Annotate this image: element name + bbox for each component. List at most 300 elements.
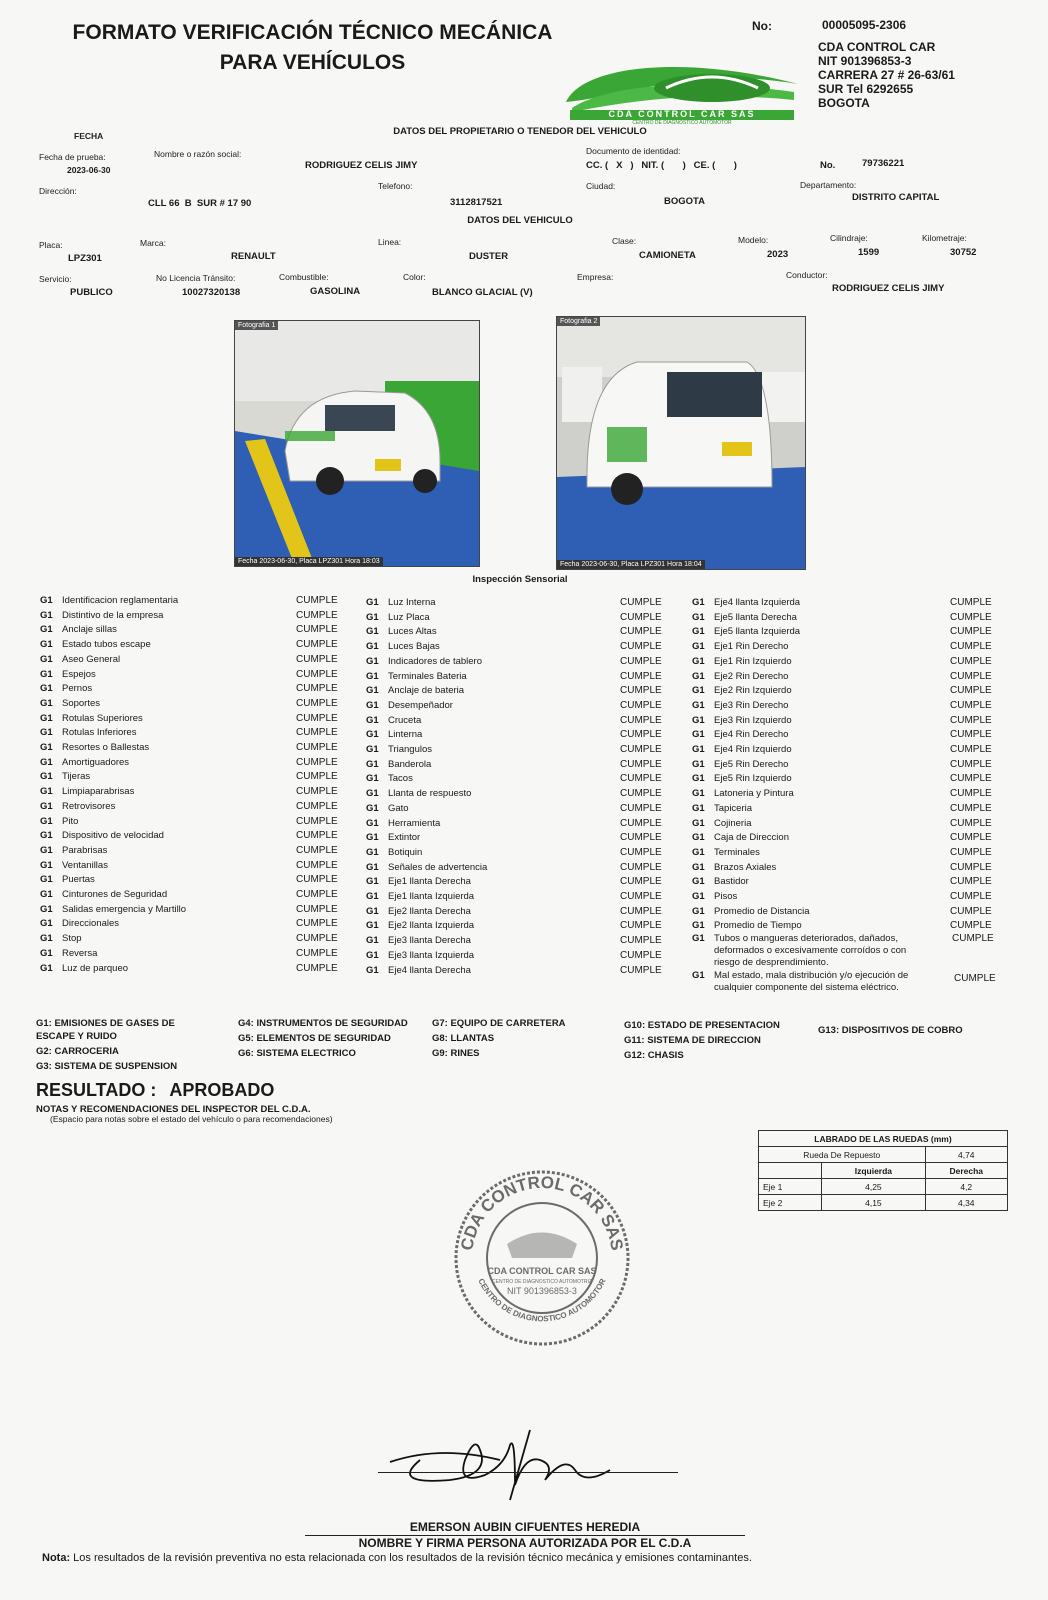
inspection-row (692, 803, 1010, 818)
item-name: Rotulas Inferiores (62, 727, 137, 739)
vehicle-photo-2 (556, 316, 806, 570)
item-status: CUMPLE (620, 685, 662, 697)
item-status: CUMPLE (954, 973, 996, 984)
item-group: G1 (366, 832, 379, 844)
item-status: CUMPLE (620, 744, 662, 755)
item-name: Gato (388, 802, 409, 814)
item-group: G1 (40, 962, 53, 974)
inspection-row (692, 847, 1010, 862)
item-group: G1 (40, 624, 53, 636)
item-status: CUMPLE (950, 758, 992, 770)
inspection-row (40, 889, 356, 904)
item-group: G1 (40, 889, 53, 900)
item-name: Eje5 llanta Izquierda (714, 626, 801, 638)
item-status: CUMPLE (950, 861, 992, 873)
item-group: G1 (40, 609, 53, 621)
item-group: G1 (366, 597, 379, 608)
inspection-row (40, 669, 356, 684)
group-legend-5 (818, 1024, 963, 1037)
item-line: deformados o excesivamente corroídos o con (714, 945, 907, 956)
inspection-item-tubos (692, 933, 906, 969)
item-status: CUMPLE (296, 771, 338, 783)
result-label: RESULTADO : (36, 1080, 157, 1100)
item-name: Eje5 Rin Derecho (714, 758, 789, 770)
item-status: CUMPLE (950, 729, 992, 741)
item-group: G1 (692, 891, 705, 902)
item-name: Identificacion reglamentaria (62, 595, 179, 606)
item-group: G1 (692, 758, 705, 770)
item-name: Luces Altas (388, 626, 437, 638)
inspection-row (40, 624, 356, 639)
item-group: G1 (366, 670, 379, 682)
item-name: Eje2 llanta Derecha (388, 905, 471, 917)
item-name: Promedio de Distancia (714, 905, 810, 917)
inspection-row (366, 612, 680, 627)
item-name: Caja de Direccion (714, 832, 789, 844)
item-group: G1 (692, 699, 705, 711)
item-name: Eje4 Rin Derecho (714, 729, 789, 741)
item-group: G1 (366, 846, 379, 858)
item-status: CUMPLE (296, 712, 338, 724)
item-group: G1 (692, 846, 705, 858)
item-name: Eje2 llanta Izquierda (388, 920, 475, 932)
marca: RENAULT (231, 251, 276, 262)
inspection-row (40, 639, 356, 654)
spare-label: Rueda De Repuesto (759, 1147, 926, 1163)
item-group: G1 (40, 800, 53, 812)
color-label: Color: (403, 272, 426, 282)
inspection-row (692, 671, 1010, 686)
item-name: Tijeras (62, 771, 91, 783)
item-status: CUMPLE (296, 903, 338, 915)
item-name: Extintor (388, 832, 421, 844)
item-name: Indicadores de tablero (388, 655, 483, 667)
right-value: 4,34 (925, 1195, 1007, 1211)
item-group: G1 (40, 653, 53, 665)
item-name: Eje4 llanta Derecha (388, 964, 471, 976)
item-group: G1 (40, 859, 53, 871)
inspection-row (40, 845, 356, 860)
item-name: Retrovisores (62, 800, 116, 812)
item-status: CUMPLE (620, 641, 662, 653)
result-value: APROBADO (169, 1080, 275, 1100)
item-group: G1 (692, 714, 705, 726)
item-group: G1 (40, 844, 53, 856)
item-status: CUMPLE (296, 786, 338, 798)
item-group: G1 (366, 920, 379, 932)
inspection-row (692, 876, 1010, 891)
photo-2-footer: Fecha 2023-06-30, Placa LPZ301 Hora 18:04 (557, 560, 705, 569)
company-info (818, 40, 955, 110)
item-name: Terminales Bateria (388, 670, 467, 682)
item-group: G1 (366, 817, 379, 829)
form-title-line1: FORMATO VERIFICACIÓN TÉCNICO MECÁNICA (72, 21, 553, 44)
item-status: CUMPLE (296, 800, 338, 812)
item-name: Linterna (388, 729, 423, 741)
signature (380, 1420, 680, 1510)
legend-item: G13: DISPOSITIVOS DE COBRO (818, 1025, 963, 1036)
result (36, 1080, 274, 1101)
inspection-row (40, 786, 356, 801)
inspection-row (692, 744, 1010, 759)
item-group: G1 (692, 970, 705, 981)
item-status: CUMPLE (620, 788, 662, 800)
inspection-row (40, 683, 356, 698)
item-status: CUMPLE (952, 933, 994, 944)
item-name: Pisos (714, 891, 738, 902)
item-name: Eje4 llanta Izquierda (714, 597, 801, 608)
fecha-prueba-label: Fecha de prueba: (39, 152, 106, 162)
item-group: G1 (692, 626, 705, 638)
item-name: Triangulos (388, 744, 433, 755)
inspection-row (692, 597, 1010, 612)
inspection-row (366, 950, 680, 965)
inspection-row (692, 612, 1010, 627)
axle-label: Eje 2 (759, 1195, 822, 1211)
item-status: CUMPLE (950, 788, 992, 800)
item-status: CUMPLE (620, 876, 662, 888)
legend-item: G2: CARROCERIA (36, 1046, 119, 1057)
servicio-label: Servicio: (39, 274, 72, 284)
inspection-row (366, 626, 680, 641)
inspection-row (692, 891, 1010, 906)
inspection-row (40, 742, 356, 757)
item-group: G1 (692, 685, 705, 697)
item-group: G1 (366, 876, 379, 888)
item-status: CUMPLE (620, 699, 662, 711)
cilindraje: 1599 (858, 247, 880, 258)
item-group: G1 (40, 830, 53, 842)
item-status: CUMPLE (950, 655, 992, 667)
item-status: CUMPLE (620, 670, 662, 682)
signature-line (378, 1472, 678, 1473)
combustible-label: Combustible: (279, 272, 329, 282)
inspection-row (692, 656, 1010, 671)
legend-item: G6: SISTEMA ELECTRICO (238, 1048, 356, 1059)
item-name: Eje3 llanta Derecha (388, 935, 471, 947)
item-name: Parabrisas (62, 844, 108, 856)
item-group: G1 (366, 935, 379, 947)
group-legend-2 (238, 1016, 408, 1061)
item-group: G1 (692, 832, 705, 844)
item-group: G1 (366, 949, 379, 961)
inspection-row (366, 641, 680, 656)
item-group: G1 (692, 802, 705, 814)
item-group: G1 (40, 815, 53, 827)
photo-1-caption: Fotografia 1 (235, 321, 278, 330)
inspection-row (366, 788, 680, 803)
inspection-row (40, 933, 356, 948)
item-name: Dispositivo de velocidad (62, 830, 164, 842)
company-address: CARRERA 27 # 26-63/61 (818, 68, 955, 82)
inspection-row (40, 771, 356, 786)
item-status: CUMPLE (950, 744, 992, 755)
company-nit: NIT 901396853-3 (818, 54, 912, 68)
item-group: G1 (40, 639, 53, 651)
item-group: G1 (692, 611, 705, 623)
item-group: G1 (40, 903, 53, 915)
item-name: Terminales (714, 846, 760, 858)
item-group: G1 (40, 712, 53, 724)
photo-2-caption: Fotografia 2 (557, 317, 600, 326)
item-group: G1 (366, 655, 379, 667)
inspection-row (40, 713, 356, 728)
item-name: Resortes o Ballestas (62, 742, 150, 753)
fecha-prueba: 2023-06-30 (67, 165, 111, 175)
group-legend-3 (432, 1016, 566, 1061)
item-status: CUMPLE (296, 844, 338, 856)
cda-logo (562, 58, 802, 124)
notes-title: NOTAS Y RECOMENDACIONES DEL INSPECTOR DEL C.D.A. (36, 1104, 311, 1115)
placa: LPZ301 (68, 253, 102, 264)
item-group: G1 (692, 920, 705, 932)
item-group: G1 (366, 758, 379, 770)
item-status: CUMPLE (296, 874, 338, 886)
item-status: CUMPLE (620, 891, 662, 902)
footer-note-text: Los resultados de la revisión preventiva no esta relacionada con los resultados de la revisión técnico mecánica y emisiones contaminantes. (73, 1552, 752, 1564)
signer-name: EMERSON AUBIN CIFUENTES HEREDIA (409, 1520, 641, 1534)
item-group: G1 (40, 786, 53, 798)
linea-label: Linea: (378, 237, 402, 247)
item-name: Eje1 llanta Izquierda (388, 891, 475, 902)
item-status: CUMPLE (620, 846, 662, 858)
inspection-row (692, 862, 1010, 877)
item-status: CUMPLE (296, 697, 338, 709)
inspection-row (366, 671, 680, 686)
item-status: CUMPLE (950, 641, 992, 653)
inspection-row (40, 948, 356, 963)
inspection-row (366, 818, 680, 833)
kilometraje-label: Kilometraje: (922, 233, 967, 243)
item-name: Aseo General (62, 653, 121, 665)
form-number-label: No: (752, 19, 772, 33)
licencia-label: No Licencia Tránsito: (156, 273, 236, 283)
item-name: Ventanillas (62, 859, 108, 871)
item-group: G1 (366, 773, 379, 785)
inspection-row (40, 904, 356, 919)
inspection-row (692, 818, 1010, 833)
inspection-row (366, 597, 680, 612)
item-name: Eje5 llanta Derecha (714, 611, 797, 623)
item-status: CUMPLE (296, 947, 338, 959)
item-status: CUMPLE (950, 891, 992, 902)
item-status: CUMPLE (296, 668, 338, 680)
documento-no-label: No. (820, 160, 836, 171)
item-status: CUMPLE (950, 802, 992, 814)
item-group: G1 (40, 742, 53, 753)
item-group: G1 (366, 905, 379, 917)
item-status: CUMPLE (950, 846, 992, 858)
car-rear-image (557, 317, 805, 569)
empresa-label: Empresa: (577, 272, 614, 282)
right-value: 4,2 (925, 1179, 1007, 1195)
form-title-line2: PARA VEHÍCULOS (219, 51, 406, 74)
item-group: G1 (366, 714, 379, 726)
telefono: 3112817521 (450, 197, 503, 208)
cilindraje-label: Cilindraje: (830, 233, 868, 243)
item-name: Herramienta (388, 817, 441, 829)
inspection-row (40, 610, 356, 625)
vehicle-section-title: DATOS DEL VEHICULO (467, 215, 573, 226)
item-status: CUMPLE (620, 861, 662, 873)
inspection-row (366, 832, 680, 847)
inspection-row (692, 626, 1010, 641)
right-label: Derecha (925, 1163, 1007, 1179)
tread-depth-table (758, 1130, 1008, 1211)
item-group: G1 (40, 595, 53, 606)
item-name: Pernos (62, 683, 93, 695)
inspection-row (40, 698, 356, 713)
left-value: 4,25 (822, 1179, 925, 1195)
item-status: CUMPLE (296, 962, 338, 974)
item-status: CUMPLE (296, 742, 338, 753)
servicio: PUBLICO (70, 287, 113, 298)
item-name: Botiquin (388, 846, 423, 858)
item-status: CUMPLE (296, 653, 338, 665)
item-name: Luz de parqueo (62, 962, 129, 974)
nombre: RODRIGUEZ CELIS JIMY (305, 160, 418, 171)
legend-item: ESCAPE Y RUIDO (36, 1031, 117, 1042)
item-group: G1 (692, 933, 705, 944)
item-status: CUMPLE (620, 758, 662, 770)
footer-note (42, 1552, 1012, 1564)
item-group: G1 (692, 729, 705, 741)
item-status: CUMPLE (296, 918, 338, 930)
item-status: CUMPLE (620, 935, 662, 947)
item-line: Tubos o mangueras deteriorados, dañados, (714, 933, 898, 944)
item-name: Luz Interna (388, 597, 436, 608)
documento-no: 79736221 (862, 158, 905, 169)
item-group: G1 (692, 905, 705, 917)
item-name: Eje2 Rin Derecho (714, 670, 789, 682)
table-row (759, 1195, 1008, 1211)
documento-tipos: CC. ( X ) NIT. ( ) CE. ( ) (586, 160, 737, 171)
item-status: CUMPLE (950, 626, 992, 638)
inspection-row (692, 788, 1010, 803)
legend-item: G10: ESTADO DE PRESENTACION (624, 1020, 780, 1031)
item-status: CUMPLE (950, 714, 992, 726)
item-group: G1 (366, 699, 379, 711)
legend-item: G4: INSTRUMENTOS DE SEGURIDAD (238, 1018, 408, 1029)
item-status: CUMPLE (950, 611, 992, 623)
item-status: CUMPLE (296, 639, 338, 651)
car-front-image (235, 321, 479, 566)
fecha-label: FECHA (74, 131, 104, 141)
item-line: Mal estado, mala distribución y/o ejecución de (714, 970, 909, 981)
marca-label: Marca: (140, 238, 166, 248)
logo-text: CDA CONTROL CAR SAS (608, 109, 756, 119)
item-name: Rotulas Superiores (62, 712, 143, 724)
item-name: Banderola (388, 758, 432, 770)
company-phone: SUR Tel 6292655 (818, 82, 914, 96)
legend-item: G3: SISTEMA DE SUSPENSION (36, 1061, 178, 1072)
inspection-row (40, 860, 356, 875)
item-status: CUMPLE (296, 889, 338, 900)
item-name: Latoneria y Pintura (714, 788, 794, 800)
direccion: CLL 66 B SUR # 17 90 (148, 198, 252, 209)
item-name: Brazos Axiales (714, 861, 777, 873)
item-name: Llanta de respuesto (388, 788, 472, 800)
form-title (40, 18, 585, 78)
modelo: 2023 (767, 249, 789, 260)
item-status: CUMPLE (950, 597, 992, 608)
item-name: Reversa (62, 947, 98, 959)
departamento-label: Departamento: (800, 180, 857, 190)
item-group: G1 (40, 697, 53, 709)
item-name: Cojineria (714, 817, 752, 829)
inspection-row (366, 744, 680, 759)
logo-subtext: CENTRO DE DIAGNOSTICO AUTOMOTOR (632, 120, 732, 126)
item-status: CUMPLE (950, 920, 992, 932)
signature-caption: NOMBRE Y FIRMA PERSONA AUTORIZADA POR EL C.D.A (358, 1536, 692, 1550)
item-group: G1 (692, 655, 705, 667)
inspection-row (692, 641, 1010, 656)
item-name: Eje3 Rin Izquierdo (714, 714, 792, 726)
item-status: CUMPLE (620, 920, 662, 932)
inspection-row (40, 727, 356, 742)
clase-label: Clase: (612, 236, 637, 246)
modelo-label: Modelo: (738, 235, 769, 245)
inspection-row (692, 700, 1010, 715)
item-status: CUMPLE (620, 773, 662, 785)
item-status: CUMPLE (950, 876, 992, 888)
item-group: G1 (40, 918, 53, 930)
table-row (759, 1179, 1008, 1195)
item-status: CUMPLE (950, 817, 992, 829)
item-group: G1 (692, 597, 705, 608)
kilometraje: 30752 (950, 247, 977, 258)
item-status: CUMPLE (620, 729, 662, 741)
inspection-row (366, 906, 680, 921)
item-name: Anclaje de bateria (388, 685, 465, 697)
inspection-row (366, 729, 680, 744)
stamp-seal (452, 1166, 632, 1346)
inspection-row (692, 832, 1010, 847)
item-line: cualquier componente del sistema eléctrico. (714, 982, 899, 993)
item-group: G1 (692, 876, 705, 888)
inspection-row (366, 803, 680, 818)
item-group: G1 (366, 964, 379, 976)
inspection-row (366, 862, 680, 877)
item-name: Stop (62, 933, 82, 945)
item-status: CUMPLE (296, 595, 338, 606)
item-name: Señales de advertencia (388, 861, 488, 873)
item-group: G1 (366, 788, 379, 800)
inspection-row (692, 729, 1010, 744)
legend-item: G11: SISTEMA DE DIRECCION (624, 1035, 761, 1046)
inspection-row (366, 656, 680, 671)
item-group: G1 (692, 861, 705, 873)
item-line: riesgo de desprendimiento. (714, 957, 829, 968)
item-group: G1 (366, 685, 379, 697)
item-name: Eje1 llanta Derecha (388, 876, 471, 888)
legend-item: G12: CHASIS (624, 1050, 684, 1061)
group-legend-1 (36, 1017, 177, 1073)
item-status: CUMPLE (620, 949, 662, 961)
inspection-row (40, 816, 356, 831)
item-name: Desempeñador (388, 699, 453, 711)
item-status: CUMPLE (950, 685, 992, 697)
item-name: Soportes (62, 697, 101, 709)
item-status: CUMPLE (620, 655, 662, 667)
inspection-row (40, 801, 356, 816)
owner-section-title: DATOS DEL PROPIETARIO O TENEDOR DEL VEHICULO (393, 126, 647, 137)
item-group: G1 (692, 641, 705, 653)
inspection-row (366, 700, 680, 715)
inspection-row (692, 773, 1010, 788)
item-group: G1 (692, 773, 705, 785)
item-name: Eje1 Rin Derecho (714, 641, 789, 653)
